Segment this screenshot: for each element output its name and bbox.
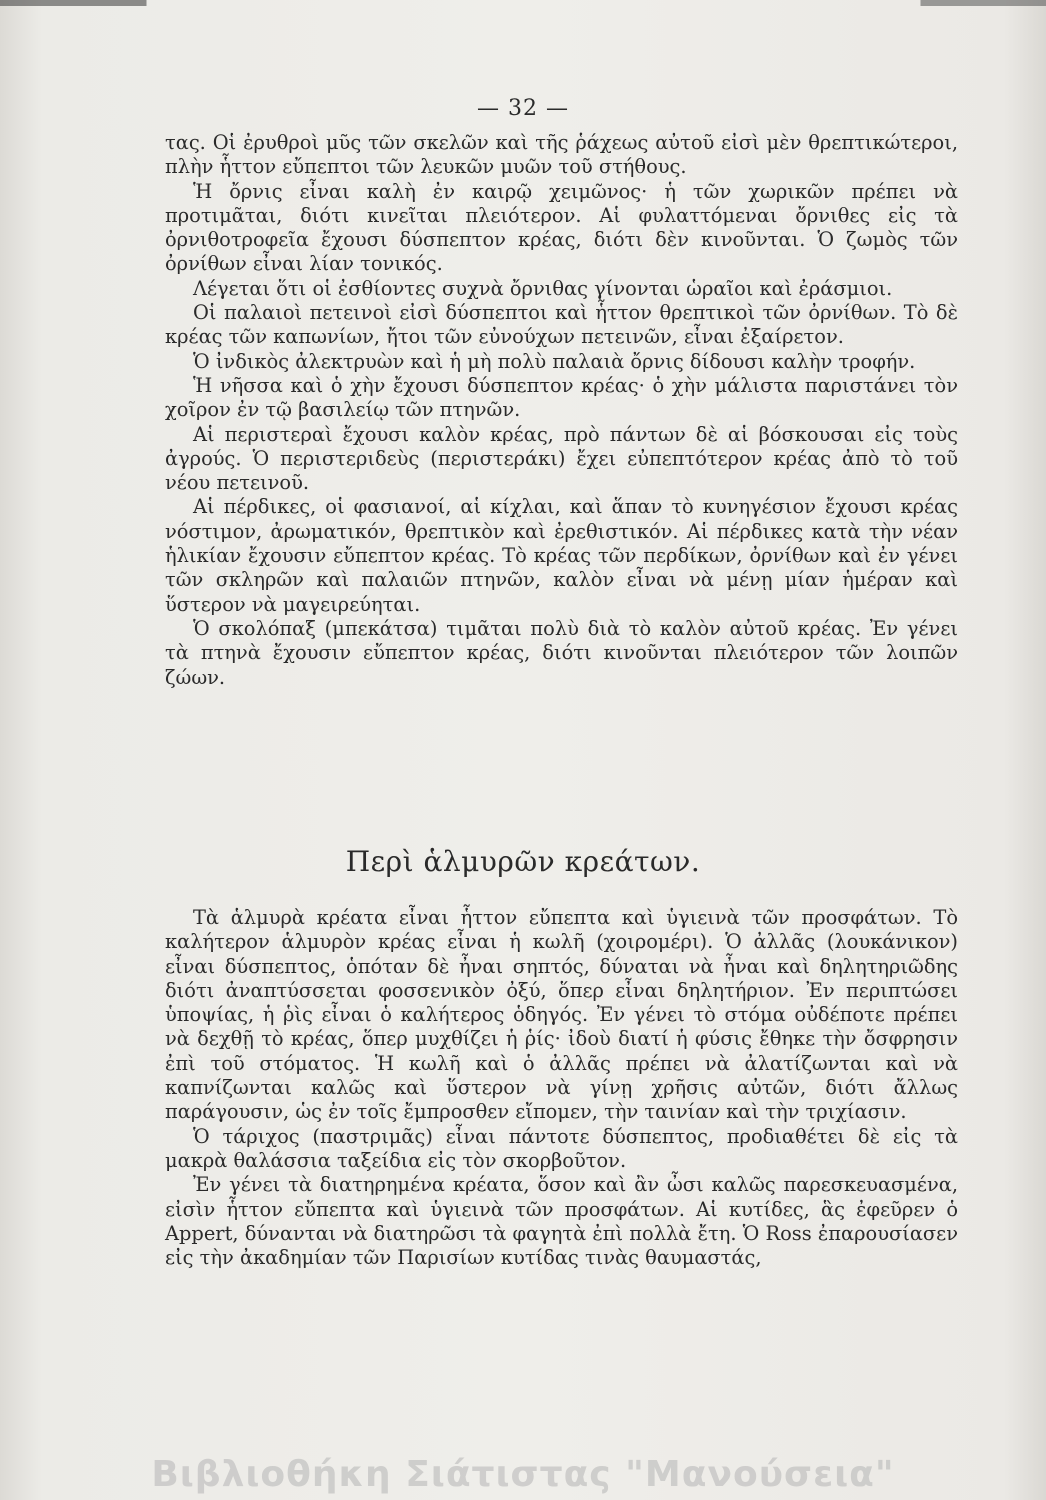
paragraph: Ἡ νῆσσα καὶ ὁ χὴν ἔχουσι δύσπεπτον κρέας· ὁ χὴν μάλιστα παριστάνει τὸν χοῖρον ἐν τῷ βασιλείῳ τῶν πτηνῶν. xyxy=(165,373,958,422)
paragraph: Ὁ ἰνδικὸς ἀλεκτρυὼν καὶ ἡ μὴ πολὺ παλαιὰ ὄρνις δίδουσι καλὴν τροφήν. xyxy=(193,349,916,373)
paragraph: Τὰ ἁλμυρὰ κρέατα εἶναι ἧττον εὔπεπτα καὶ ὑγιεινὰ τῶν προσφάτων. Τὸ καλήτερον ἁλμυρὸν κρέας εἶναι ἡ κωλῆ (χοιρομέρι). Ὁ ἀλλᾶς (λουκάνικον) εἶναι δύσπεπτος, ὁπόταν δὲ ἦναι σηπτός, δύναται νὰ ἦναι καὶ δηλητηριῶδης διότι ἀναπτύσσεται φοσσενικὸν ὀξύ, ὅπερ εἶναι δηλητήριον. Ἐν περιπτώσει ὑποψίας, ἡ ῥὶς εἶναι ὁ καλήτερος ὁδηγός. Ἐν γένει τὸ στόμα οὐδέποτε πρέπει νὰ δεχθῇ τὸ κρέας, ὅπερ μυχθίζει ἡ ῥίς· ἰδοὺ διατί ἡ φύσις ἔθηκε τὴν ὄσφρησιν ἐπὶ τοῦ στόματος. Ἡ κωλῆ καὶ ὁ ἀλλᾶς πρέπει νὰ ἀλατίζωνται καὶ νὰ καπνίζωνται καλῶς καὶ ὕστερον νὰ γίνῃ χρῆσις αὐτῶν, διότι ἄλλως παράγουσιν, ὡς ἐν τοῖς ἔμπροσθεν εἴπομεν, τὴν ταινίαν καὶ τὴν τριχίασιν. xyxy=(165,906,958,1124)
body-text-section-1 xyxy=(165,131,958,690)
paragraph: Ὁ σκολόπαξ (μπεκάτσα) τιμᾶται πολὺ διὰ τὸ καλὸν αὐτοῦ κρέας. Ἐν γένει τὰ πτηνὰ ἔχουσιν εὔπεπτον κρέας, διότι κινοῦνται πλειότερον τῶν λοιπῶν ζώων. xyxy=(165,616,958,689)
paragraph: Οἱ παλαιοὶ πετεινοὶ εἰσὶ δύσπεπτοι καὶ ἧττον θρεπτικοὶ τῶν ὀρνίθων. Τὸ δὲ κρέας τῶν καπωνίων, ἤτοι τῶν εὐνούχων πετεινῶν, εἶναι ἐξαίρετον. xyxy=(165,301,958,349)
paragraph: Ἡ ὄρνις εἶναι καλὴ ἐν καιρῷ χειμῶνος· ἡ τῶν χωρικῶν πρέπει νὰ προτιμᾶται, διότι κινεῖται πλειότερον. Αἱ φυλαττόμεναι ὄρνιθες εἰς τὰ ὀρνιθοτροφεῖα ἔχουσι δύσπεπτον κρέας, διότι δὲν κινοῦνται. Ὁ ζωμὸς τῶν ὀρνίθων εἶναι λίαν τονικός. xyxy=(165,179,958,276)
paragraph: Αἱ πέρδικες, οἱ φασιανοί, αἱ κίχλαι, καὶ ἅπαν τὸ κυνηγέσιον ἔχουσι κρέας νόστιμον, ἀρωματικόν, θρεπτικὸν καὶ ἐρεθιστικόν. Αἱ πέρδικες κατὰ τὴν νέαν ἡλικίαν ἔχουσιν εὔπεπτον κρέας. Τὸ κρέας τῶν περδίκων, ὀρνίθων καὶ ἐν γένει τῶν σκληρῶν καὶ παλαιῶν πτηνῶν, καλὸν εἶναι νὰ μένῃ μίαν ἡμέραν καὶ ὕστερον νὰ μαγειρεύηται. xyxy=(165,495,958,616)
body-text-section-2 xyxy=(165,906,958,1270)
paragraph: τας. Οἱ ἐρυθροὶ μῦς τῶν σκελῶν καὶ τῆς ῥάχεως αὐτοῦ εἰσὶ μὲν θρεπτικώτεροι, πλὴν ἧττον εὔπεπτοι τῶν λευκῶν μυῶν τοῦ στήθους. xyxy=(165,131,958,179)
page-top-edge xyxy=(0,0,1046,6)
paragraph: Ὁ τάριχος (παστριμᾶς) εἶναι πάντοτε δύσπεπτος, προδιαθέτει δὲ εἰς τὰ μακρὰ θαλάσσια ταξείδια εἰς τὸν σκορβοῦτον. xyxy=(165,1124,958,1172)
section-heading: Περὶ ἁλμυρῶν κρεάτων. xyxy=(345,845,701,878)
library-watermark: Βιβλιοθήκη Σιάτιστας "Μανούσεια" xyxy=(151,1454,895,1495)
paragraph: Ἐν γένει τὰ διατηρημένα κρέατα, ὅσον καὶ ἂν ὦσι καλῶς παρεσκευασμένα, εἰσὶν ἧττον εὔπεπτα καὶ ὑγιεινὰ τῶν προσφάτων. Αἱ κυτίδες, ἃς ἐφεῦρεν ὁ Appert, δύνανται νὰ διατηρῶσι τὰ φαγητὰ ἐπὶ πολλὰ ἔτη. Ὁ Ross ἐπαρουσίασεν εἰς τὴν ἀκαδημίαν τῶν Παρισίων κυτίδας τινὰς θαυμαστάς, xyxy=(165,1173,958,1270)
page-number: — 32 — xyxy=(477,96,569,121)
paragraph: Λέγεται ὅτι οἱ ἐσθίοντες συχνὰ ὄρνιθας γίνονται ὡραῖοι καὶ ἐράσμιοι. xyxy=(193,276,893,300)
paragraph: Αἱ περιστεραὶ ἔχουσι καλὸν κρέας, πρὸ πάντων δὲ αἱ βόσκουσαι εἰς τοὺς ἀγρούς. Ὁ περιστεριδεὺς (περιστεράκι) ἔχει εὐπεπτότερον κρέας ἀπὸ τὸ τοῦ νέου πετεινοῦ. xyxy=(165,422,958,495)
